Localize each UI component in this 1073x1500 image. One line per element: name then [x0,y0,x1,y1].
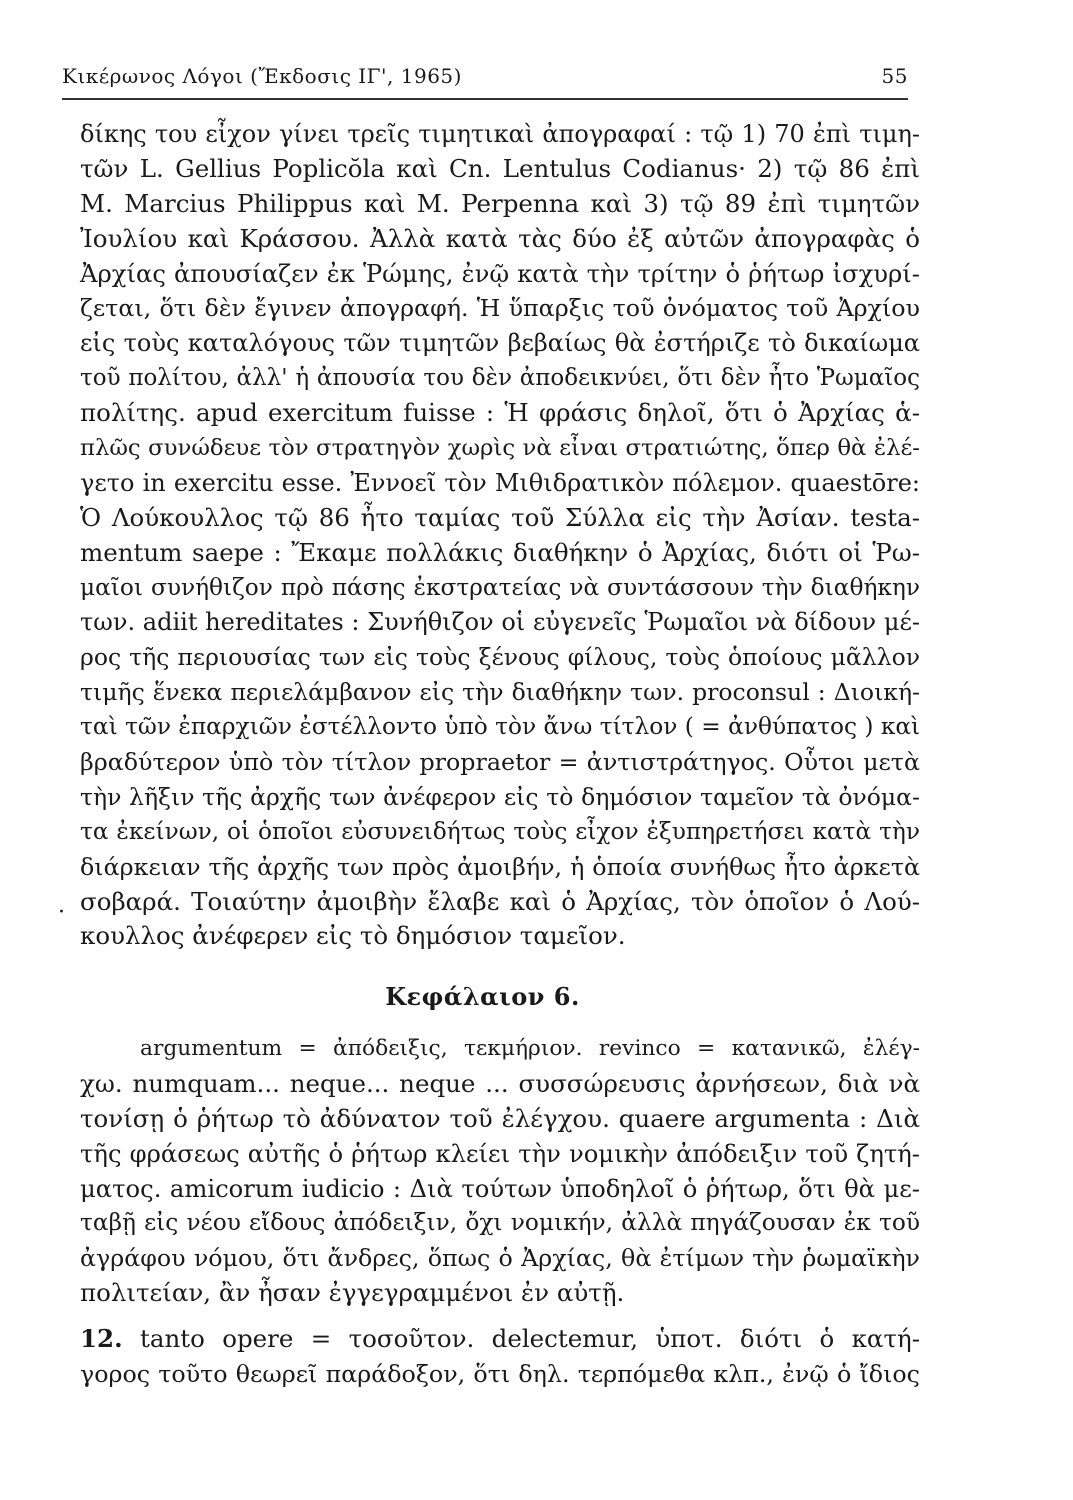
paragraph-2 [80,1032,920,1311]
section-number: 12. [80,1324,123,1353]
text-line: τὴν λῆξιν τῆς ἀρχῆς των ἀνέφερον εἰς τὸ δημόσιον ταμεῖον τὰ ὀνόμα- [80,782,920,811]
text-line: ρος τῆς περιουσίας των εἰς τοὺς ξένους φίλους, τοὺς ὁποίους μᾶλλον [80,643,920,672]
text-line: Ὁ Λούκουλλος τῷ 86 ἦτο ταμίας τοῦ Σύλλα εἰς τὴν Ἀσίαν. testa- [80,502,920,532]
text-line: mentum saepe : Ἔκαμε πολλάκις διαθήκην ὁ Ἀρχίας, διότι οἱ Ῥω- [80,537,920,567]
text-line: εἰς τοὺς καταλόγους τῶν τιμητῶν βεβαίως θὰ ἐστήριζε τὸ δικαίωμα [80,329,920,358]
chapter-heading-text: Κεφάλαιον 6. [385,982,580,1011]
paragraph-3 [80,1322,920,1392]
paragraph-1 [80,117,920,954]
text-line: ἀγράφου νόμου, ὅτι ἄνδρες, ὅπως ὁ Ἀρχίας, θὰ ἐτίμων τὴν ῥωμαϊκὴν [80,1244,920,1273]
chapter-heading [0,982,1073,1011]
text-line: βραδύτερον ὑπὸ τὸν τίτλον propraetor = ἀντιστράτηγος. Οὗτοι μετὰ [80,748,920,777]
text-line: κουλλος ἀνέφερεν εἰς τὸ δημόσιον ταμεῖον. [80,921,626,951]
text-line [80,1322,920,1357]
text-line: M. Marcius Philippus καὶ M. Perpenna καὶ 3) τῷ 89 ἐπὶ τιμητῶν [80,188,920,218]
text-line: ματος. amicorum iudicio : Διὰ τούτων ὑποδηλοῖ ὁ ῥήτωρ, ὅτι θὰ με- [80,1173,920,1203]
text-line: πολίτης. apud exercitum fuisse : Ἡ φράσις δηλοῖ, ὅτι ὁ Ἀρχίας ἁ- [80,398,920,428]
text-line: χω. numquam... neque... neque ... συσσώρευσις ἀρνήσεων, διὰ νὰ [80,1068,920,1098]
margin-mark: · [58,900,65,925]
text-line: γορος τοῦτο θεωρεῖ παράδοξον, ὅτι δηλ. τερπόμεθα κλπ., ἐνῷ ὁ ἴδιος [80,1359,920,1388]
text-line: τα ἐκείνων, οἱ ὁποῖοι εὐσυνειδήτως τοὺς εἶχον ἐξυπηρετήσει κατὰ τὴν [80,817,920,845]
text-line: τῆς φράσεως αὐτῆς ὁ ῥήτωρ κλείει τὴν νομικὴν ἀπόδειξιν τοῦ ζητή- [80,1138,920,1168]
text-line: ταβῇ εἰς νέου εἴδους ἀπόδειξιν, ὄχι νομικήν, ἀλλὰ πηγάζουσαν ἐκ τοῦ [80,1209,920,1237]
header-title: Κικέρωνος Λόγοι (Ἔκδοσις ΙΓ', 1965) [62,64,462,88]
text-line: τῶν L. Gellius Poplicŏla καὶ Cn. Lentulus Codianus· 2) τῷ 86 ἐπὶ [80,153,920,183]
text-line: ζεται, ὅτι δὲν ἔγινεν ἀπογραφή. Ἡ ὕπαρξις τοῦ ὀνόματος τοῦ Ἀρχίου [80,294,920,323]
text-line: ταὶ τῶν ἐπαρχιῶν ἐστέλλοντο ὑπὸ τὸν ἄνω τίτλον ( = ἀνθύπατος ) καὶ [80,713,921,741]
text-line: μαῖοι συνήθιζον πρὸ πάσης ἐκστρατείας νὰ συντάσσουν τὴν διαθήκην [80,573,920,601]
text-line: πλῶς συνώδευε τὸν στρατηγὸν χωρὶς νὰ εἶναι στρατιώτης, ὅπερ θὰ ἐλέ- [80,435,920,462]
text-line: πολιτείαν, ἂν ἦσαν ἐγγεγραμμένοι ἐν αὐτῇ. [80,1278,625,1308]
text-line: Ἀρχίας ἀπουσίαζεν ἐκ Ῥώμης, ἐνῷ κατὰ τὴν τρίτην ὁ ῥήτωρ ἰσχυρί- [80,258,920,288]
header-rule [62,98,908,100]
text-line: argumentum = ἀπόδειξις, τεκμήριον. revinco = κατανικῶ, ἐλέγ- [140,1036,920,1061]
text-line: διάρκειαν τῆς ἀρχῆς των πρὸς ἀμοιβήν, ἡ ὁποία συνήθως ἦτο ἀρκετὰ [80,852,920,881]
text-line-content: tanto opere = τοσοῦτον. delectemur, ὑποτ. διότι ὁ κατή- [140,1324,920,1353]
text-line: των. adiit hereditates : Συνήθιζον οἱ εὐγενεῖς Ῥωμαῖοι νὰ δίδουν μέ- [80,608,920,637]
text-line: τονίσῃ ὁ ῥήτωρ τὸ ἀδύνατον τοῦ ἐλέγχου. quaere argumenta : Διὰ [80,1103,920,1133]
running-header [62,60,908,100]
text-line: Ἰουλίου καὶ Κράσσου. Ἀλλὰ κατὰ τὰς δύο ἐξ αὐτῶν ἀπογραφὰς ὁ [80,223,920,253]
text-line: γετο in exercitu esse. Ἐννοεῖ τὸν Μιθιδρατικὸν πόλεμον. quaestōre: [80,468,920,497]
text-line: δίκης του εἶχον γίνει τρεῖς τιμητικαὶ ἀπογραφαί : τῷ 1) 70 ἐπὶ τιμη- [80,120,920,148]
text-line: τιμῆς ἕνεκα περιελάμβανον εἰς τὴν διαθήκην των. proconsul : Διοική- [80,678,920,707]
page-number: 55 [881,64,908,88]
text-line: σοβαρά. Τοιαύτην ἀμοιβὴν ἔλαβε καὶ ὁ Ἀρχίας, τὸν ὁποῖον ὁ Λού- [80,886,920,916]
text-line: τοῦ πολίτου, ἀλλ' ἡ ἀπουσία του δὲν ἀποδεικνύει, ὅτι δὲν ἦτο Ῥωμαῖος [80,365,920,392]
